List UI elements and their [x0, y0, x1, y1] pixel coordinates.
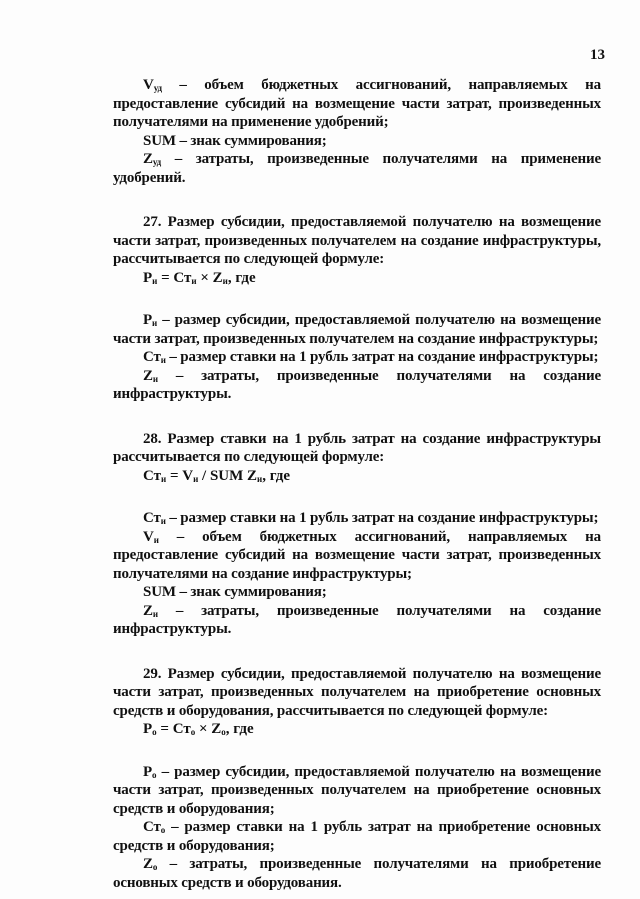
text-run: Ст	[143, 349, 161, 365]
subscript: уд	[152, 157, 162, 167]
text-run: – размер ставки на 1 рубль затрат на приобретение основных средств и оборудования;	[113, 819, 601, 854]
paragraph	[113, 602, 601, 639]
paragraph	[113, 348, 601, 367]
paragraph	[113, 818, 601, 855]
text-run: 29. Размер субсидии, предоставляемой получателю на возмещение части затрат, произведенных получателем на приобретение основных средств и оборудования, рассчитывается по следующей формуле:	[113, 665, 601, 719]
paragraph	[113, 213, 601, 269]
subscript: о	[152, 862, 158, 872]
text-run: Ст	[143, 510, 161, 526]
text-run: , где	[227, 269, 256, 286]
text-run: = V	[166, 467, 194, 484]
subscript: о	[152, 769, 157, 780]
subscript: и	[161, 473, 167, 484]
text-run: P	[143, 721, 153, 737]
text-run: P	[143, 269, 153, 286]
text-run: × Z	[196, 269, 223, 286]
page-number: 13	[590, 47, 605, 63]
subscript: о	[160, 825, 166, 835]
text-run: – объем бюджетных ассигнований, направляемых на предоставление субсидий на возмещение части затрат, произведенных получателями на создание инфраструктуры;	[113, 528, 601, 582]
subscript: и	[152, 275, 158, 286]
text-run: = Ст	[157, 269, 192, 286]
subscript: и	[152, 318, 158, 328]
text-run: P	[143, 312, 153, 328]
paragraph	[113, 150, 601, 187]
paragraph	[113, 76, 601, 132]
subscript: и	[222, 275, 228, 286]
subscript: о	[221, 727, 226, 737]
text-run: – размер субсидии, предоставляемой получателю на возмещение части затрат, произведенных получателем на создание инфраструктуры;	[113, 312, 601, 347]
subscript: и	[160, 516, 166, 526]
paragraph	[113, 367, 601, 404]
text-run: – размер ставки на 1 рубль затрат на создание инфраструктуры;	[165, 510, 599, 526]
subscript: и	[153, 534, 159, 545]
subscript: и	[152, 608, 158, 619]
text-run: SUM – знак суммирования;	[143, 132, 327, 149]
text-run: 28. Размер ставки на 1 рубль затрат на создание инфраструктуры рассчитывается по следующей формуле:	[113, 430, 601, 465]
text-run: Ст	[143, 467, 162, 484]
text-run: 27. Размер субсидии, предоставляемой получателю на возмещение части затрат, произведенных получателем на создание инфраструктуры, рассчитывается по следующей формуле:	[113, 214, 601, 267]
formula	[113, 467, 601, 486]
text-run: Z	[143, 856, 153, 872]
paragraph	[113, 528, 601, 584]
text-run: – затраты, произведенные получателями на применение удобрений.	[113, 151, 601, 186]
paragraph	[113, 583, 601, 602]
text-run: – размер ставки на 1 рубль затрат на создание инфраструктуры;	[165, 349, 599, 365]
subscript: и	[191, 275, 197, 286]
text-run: – затраты, произведенные получателями на создание инфраструктуры.	[113, 602, 601, 637]
paragraph	[113, 665, 601, 721]
paragraph	[113, 430, 601, 467]
text-run: – объем бюджетных ассигнований, направляемых на предоставление субсидий на возмещение части затрат, произведенных получателями на применение удобрений;	[113, 77, 601, 130]
text-run: = Ст	[156, 721, 191, 737]
text-run: – затраты, произведенные получателями на приобретение основных средств и оборудования.	[113, 856, 601, 891]
text-run: V	[143, 77, 154, 93]
text-run: , где	[225, 721, 254, 737]
text-run: V	[143, 528, 154, 545]
paragraph	[113, 509, 601, 528]
subscript: о	[152, 727, 157, 737]
text-run: Z	[143, 367, 153, 384]
paragraph	[113, 311, 601, 348]
subscript: и	[257, 473, 263, 484]
text-run: / SUM Z	[198, 467, 258, 484]
text-run: – затраты, произведенные получателями на создание инфраструктуры.	[113, 367, 601, 402]
text-run: Z	[143, 602, 153, 619]
formula	[113, 269, 601, 288]
formula	[113, 720, 601, 739]
subscript: уд	[153, 83, 162, 93]
text-run: Z	[143, 151, 153, 167]
text-run: × Z	[195, 721, 222, 737]
text-run: – размер субсидии, предоставляемой получателю на возмещение части затрат, произведенных получателем на приобретение основных средств и оборудования;	[113, 763, 601, 817]
text-run: Ст	[143, 819, 161, 835]
paragraph	[113, 132, 601, 151]
subscript: и	[160, 355, 166, 365]
text-run: SUM – знак суммирования;	[143, 584, 327, 600]
text-run: P	[143, 763, 153, 780]
subscript: и	[152, 373, 158, 384]
paragraph	[113, 855, 601, 892]
subscript: и	[193, 473, 199, 484]
text-run: , где	[262, 467, 291, 484]
paragraph	[113, 763, 601, 819]
page-body	[113, 76, 601, 892]
subscript: о	[190, 727, 196, 737]
